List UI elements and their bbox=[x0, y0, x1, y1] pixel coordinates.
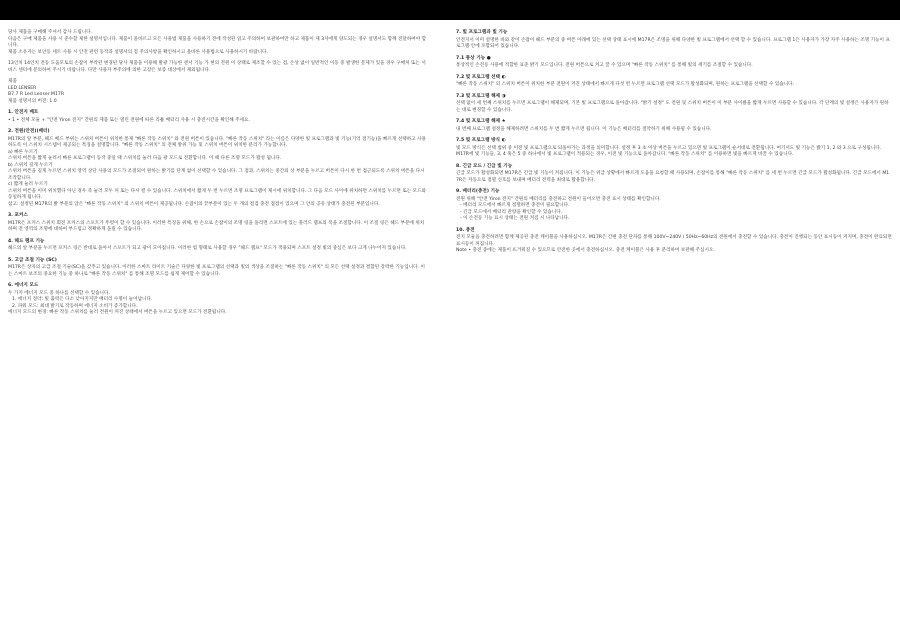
right-column bbox=[456, 30, 892, 260]
section-9-list-item-2: - 긴급 모드에서 배터리 잔량을 확인할 수 있습니다. bbox=[460, 209, 563, 215]
section-10-heading: 10. 충전 bbox=[456, 227, 475, 233]
section-7-3-heading: 7.3 빛 프로그램 해제 ◑ bbox=[456, 93, 506, 99]
section-4-heading: 4. 헤드 램프 기능 bbox=[8, 238, 45, 244]
left-column bbox=[8, 30, 428, 322]
section-9-text: 전원 위해 "안전 Yiron 전지" 간편의 배터리를 충전하고 전원이 들어오면 충전 표시 상태를 확인합니다. bbox=[456, 196, 661, 202]
section-2c-heading: c) 짧게 눌러 누르기 bbox=[8, 182, 48, 187]
section-7-4-text: 내 번째 프로그램 설정을 해제하려면 스위치를 두 번 짧게 누르면 됩니다. 이 기능은 배터리를 절약하기 위해 사용될 수 있습니다. bbox=[456, 126, 712, 132]
section-7-text: 안전지서 이미 설명한 바와 같이 손잡이 헤드 부분의 중 버튼 아래에 있는 선택 상태 표시에 M17R은 조명을 위해 다양한 빛 프로그램에서 선택 할 수 있습니다. 프로그램 1은 사용자가 가장 자주 사용하는 조명 기능이 프로그램 안에 포함되어 있습니다. bbox=[456, 37, 890, 49]
section-6-heading: 6. 에너지 모드 bbox=[8, 283, 39, 288]
section-3-heading: 3. 포커스 bbox=[8, 213, 28, 218]
section-7-5-heading: 7.5 빛 프로그램 방식 ◐ bbox=[456, 138, 506, 143]
section-5-heading: 5. 고급 조절 기능 (SC) bbox=[8, 257, 57, 263]
section-6-text-2: 에너지 모드의 변경: 빠른 작동 스위치를 눌러 전원이 꺼진 상태에서 버튼을 누르고 있으면 모드가 전환됩니다. bbox=[8, 310, 227, 315]
section-2b-heading: b) 스위치 길게 누르기 bbox=[8, 162, 53, 168]
model-name: B7.7 R Led Lenser M17R bbox=[8, 92, 65, 97]
manual-version: 제품 설명서의 버전: 1.0 bbox=[8, 98, 57, 104]
brand-name: LED LENSER bbox=[8, 85, 37, 91]
section-5-text: M17R은 상자의 고급 조절 기술(SC)을 갖추고 있습니다. 이러한 스마트 라이트 기술은 다양한 빛 프로그램의 선택과 빛의 색상을 조절하는 "빠른 작동 스위치" 의 모든 선택 설정과 결합된 강력한 기능입니다. 이는 스마트 보조의 중요한 기능 중 하나로 "빠른 작동 스위치" 를 통해 조명 모드를 쉽게 제어할 수 있습니다. bbox=[8, 265, 425, 277]
section-9-list-item-3: - 이 손전등 기능 표시 상태는 전원 켜짐 시 나타납니다. bbox=[460, 216, 570, 221]
section-7-1-heading: 7.1 통상 기능 ● bbox=[456, 55, 491, 61]
section-7-5-text-2: M17R에 빛 기능들, 3, 4 혹은 5 중 하나에서 빛 프로그램이 적용되는 경우, 이전 빛 기능으로 돌아갑니다. "빠른 작동 스위치" 를 이용하면 빛을 빠르게 바꿀 수 있습니다. bbox=[456, 152, 794, 157]
model-label: 제품 bbox=[8, 79, 17, 84]
section-2a-heading: a) 빠른 누르기 bbox=[8, 149, 38, 155]
intro-paragraph: 13인치 14인치 전동 도움모토의 손잡이 부착된 변경된 당사 제품을 이용해 발광 가능한 센서 기능 가 현의 전원 이 상태로 제조할 수 있는 점, 손상 없이 일반적인 이동 중 발생한 문제가 있을 경우 구매처 또는 서비스 센터에 문의하여 주시기 바랍니다. 다만 사용자 부주의에 의한 고장은 보증 대상에서 제외됩니다. bbox=[8, 61, 426, 73]
section-7-2-heading: 7.2 빛 프로그램 선택 ◐ bbox=[456, 74, 506, 80]
section-7-2-text: "빠른 작동 스위치" 의 스위치 버튼이 위치한 부분 전원이 켜진 상태에서 빠르게 다섯 번 누르면 프로그램 선택 모드가 활성화되며, 원하는 프로그램을 선택할 수 있습니다. bbox=[456, 82, 795, 87]
section-3-text: M17R은 포커스 스위치 회전 포커스의 스포트가 뚜렷이 할 수 있습니다. 이러한 특징을 위해, 한 손으로 손잡이의 조명 링을 돌리면 스포트에 있는 플러드 램프의 폭을 조절합니다. 이 조절 링은 헤드 부분에 위치하며 전 영역의 조명에 대하여 부드럽고 정확하게 돌릴 수 있습니다. bbox=[8, 220, 425, 232]
section-4-text: 헤드의 앞 부분을 누르면 포커스 링은 반대로 돌아서 스포트가 되고 광이 모아집니다. 이러한 빔 형태로 사용할 경우 "헤드 램프" 모드가 적용되며 스포트 설정 빛의 중심은 보다 크게 나누어져 있습니다. bbox=[8, 246, 407, 251]
section-1-text: • 1 • 전체 모듈 + "안전 Yiron 전지" 간편의 제품 또는 열린 전원에 따른 리튬 배터리 사용 시 충전시간을 확인해 주세요. bbox=[8, 117, 250, 123]
section-1-heading: 1. 안전지 배트 bbox=[8, 110, 39, 115]
section-7-1-text: 통상적인 손전등 사용에 적합한 표준 밝기 모드입니다. 전원 버튼으로 켜고 끌 수 있으며 "빠른 작동 스위치" 를 통해 빛의 세기를 조절할 수 있습니다. bbox=[456, 63, 753, 68]
section-9-heading: 9. 배터리(충전) 기능 bbox=[456, 189, 500, 194]
section-10-text: 전지 모듈을 충전하려면 함께 제공된 충전 케이블을 사용하십시오. M17R은 간편 충전 단자를 통해 100V~240V / 50Hz~60Hz의 전원에서 충전할 수 있습니다. 충전이 진행되는 동안 표시등이 켜지며, 충전이 완료되면 표시등이 꺼집니다. bbox=[456, 235, 892, 247]
section-10-note: Note • 충전 중에는 제품이 뜨거워질 수 있으므로 안전한 곳에서 충전하십시오. 충전 케이블은 사용 후 분리하여 보관해 주십시오. bbox=[456, 248, 715, 253]
section-7-4-heading: 7.4 빛 프로그램 해제 ★ bbox=[456, 119, 506, 124]
section-2-heading: 2. 전원(안전)(배터) bbox=[8, 129, 50, 134]
top-black-bar bbox=[0, 0, 900, 20]
section-7-3-text: 선택 없이 세 번째 스위치를 누르면 프로그램이 해제되며, 기본 빛 프로그램으로 돌아갑니다. "밝기 설정" 도 전원 및 스위치 버튼이 이 부분 사이클을 짧게 누르면 사용할 수 있습니다. 각 단계의 빛 설정은 사용자가 원하는 대로 변경할 수 있습니다. bbox=[456, 101, 889, 113]
section-2-text: M17R의 앞 부분, 헤드 베드 부위는 스위치 버튼이 위치한 통제 "빠른 작동 스위치" 와 전원 버튼이 있습니다. "빠른 작동 스위치" 라는 이름은 다양한 빛 프로그램과 빛 기능(기억 점기능)을 빠르게 선택하고 사용하도록 이 스위치 시스템이 제공되는 특징을 설명합니다. "빠른 작동 스위치" 의 전체 방위 가능 및 스위치 버튼이 위치한 분리가 가능합니다. bbox=[8, 136, 426, 148]
section-6-text: 두 가지 에너지 모드 중 하나를 선택할 수 있습니다. bbox=[8, 290, 110, 296]
intro-line-2: 다음은 구매 제품을 사용 시 준수할 제한 설명서입니다. 제품이 올바르고 모든 사용법 제품을 사용하기 전에 작성된 읽고 주의하여 보관하여만 하고 제품이 제 3자에게 양도되는 경우 설명서도 함께 전달하여야 합니다. bbox=[8, 36, 427, 48]
section-2-note: 참고: 설정된 M17R의 밝 부분의 암은 "빠른 작동 스위치" 의 스위치 버튼이 제공됩니다. 손잡이의 끝부분이 있는 두 개의 점검 충전 접점이 있으며 그 안의 공유 상태가 충전된 부분입니다. bbox=[8, 201, 380, 207]
section-7-heading: 7. 빛 프로그램과 빛 기능 bbox=[456, 30, 508, 35]
intro-line-3: 제품 소유자는 보안등 세트 사용 시 안전 관련 동작과 설명서의 점 주의사항을 확인하시고 올바른 사용법으로 사용하시기 바랍니다. bbox=[8, 49, 269, 55]
section-8-heading: 8. 긴급 모드 / 긴급 빛 기능 bbox=[456, 163, 513, 169]
section-9-list-item-1: - 배터리 모드에서 빠르게 점멸하면 충전이 필요합니다. bbox=[460, 203, 570, 208]
section-2a-text: 스위치 버튼을 짧게 눌러서 빠른 프로그램이 동작 중일 때 스위치를 눌러 다음 광 모드로 전환합니다. 이 때 다른 조명 모드가 활성 됩니다. bbox=[8, 156, 282, 161]
intro-line-1: 당사 제품을 구매해 주셔서 감사 드립니다. bbox=[8, 30, 93, 35]
section-6-list-item-2: 2. 파워 모드: 최대 밝기로 작동하며 에너지 소비가 증가합니다. bbox=[12, 303, 138, 309]
section-7-5-text: 빛 모드 방식은 선택 범위 중 이전 빛 프로그램으로 되돌아가는 과정을 의미합니다. 설정 후 3 초 이상 버튼을 누르고 있으면 빛 프로그램이 순서대로 전환됩니다. 여기서도 빛 기능은 밝기 1, 2 와 3 으로 구성됩니다. bbox=[456, 145, 882, 151]
section-8-text: 긴급 모드가 활성화되면 M17R은 긴급 빛 기능이 켜집니다. 이 기능은 위급 상황에서 빠르게 도움을 요청할 때 사용되며, 손잡이를 통해 "빠른 작동 스위치" 를 세 번 누르면 긴급 모드가 활성화됩니다. 긴급 모드에서 M17R은 자동으로 점멸 신호를 보내며 배터리 전력을 최대로 활용합니다. bbox=[456, 171, 890, 183]
section-6-list-item-1: 1. 에너지 절약: 빛 출력은 다소 낮아지지만 배터리 수명이 늘어납니다. bbox=[12, 297, 153, 302]
section-2b-text: 스위치 버튼을 길게 누르면 스위치 영역 상단 사용의 모드가 조절되어 원하는 밝기를 단계 없이 선택할 수 있습니다. 그 점과, 스위치는 중간의 상 부분을 누르고 버튼이 다시 한 번 접근되도록 스위치 버튼을 다시 조작합니다. bbox=[8, 169, 425, 181]
section-2c-text: 스위치 버튼을 이미 위치했다 아닌 경우 즉 눌러 모두 꺼 또는 다시 켤 수 있습니다. 스위치에서 짧게 두 번 누르면 조명 프로그램이 제시에 위치합니다. 그 다음 모드 사이에 위치하면 스위치를 누르면 또는 모드와 동일하게 됩니다. bbox=[8, 188, 426, 200]
